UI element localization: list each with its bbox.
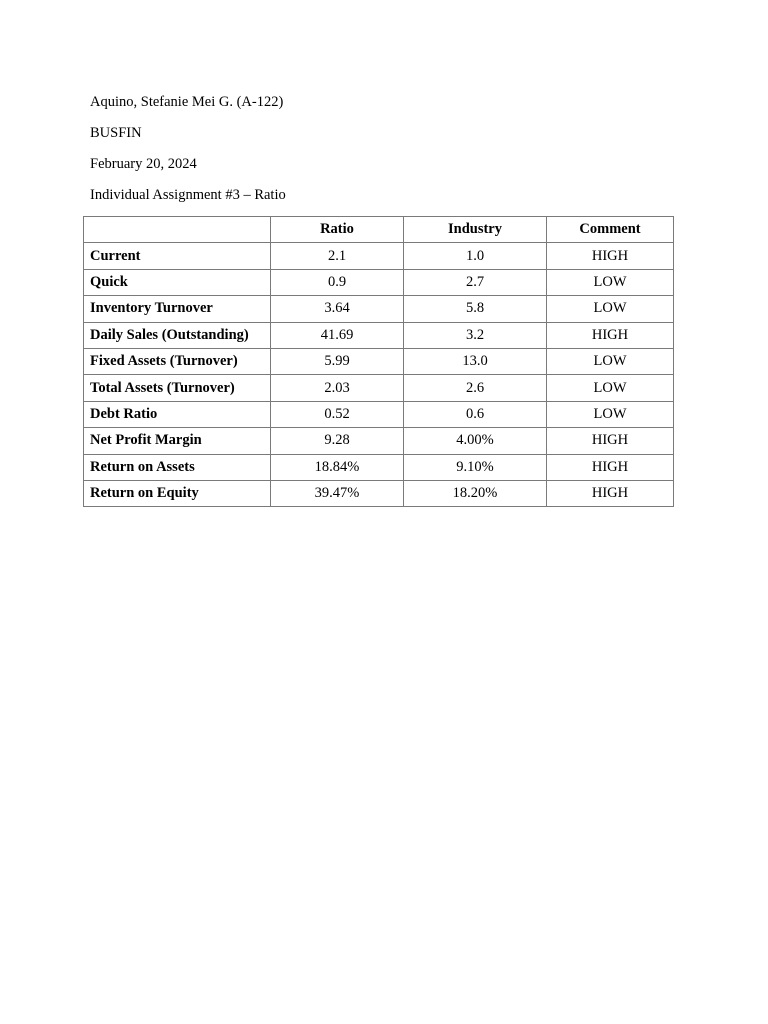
comment-value: LOW	[547, 269, 674, 295]
industry-value: 4.00%	[404, 428, 547, 454]
ratio-value: 2.1	[271, 243, 404, 269]
row-label: Return on Equity	[84, 480, 271, 506]
row-label: Return on Assets	[84, 454, 271, 480]
ratio-table	[83, 216, 674, 507]
row-label: Quick	[84, 269, 271, 295]
industry-value: 9.10%	[404, 454, 547, 480]
column-header-industry: Industry	[404, 217, 547, 243]
table-row	[84, 401, 674, 427]
ratio-value: 2.03	[271, 375, 404, 401]
column-header-comment: Comment	[547, 217, 674, 243]
table-row	[84, 480, 674, 506]
table-row	[84, 243, 674, 269]
industry-value: 5.8	[404, 296, 547, 322]
column-header-ratio: Ratio	[271, 217, 404, 243]
industry-value: 0.6	[404, 401, 547, 427]
comment-value: LOW	[547, 401, 674, 427]
student-name: Aquino, Stefanie Mei G. (A-122)	[90, 94, 284, 110]
table-row	[84, 375, 674, 401]
table-row	[84, 428, 674, 454]
industry-value: 2.6	[404, 375, 547, 401]
comment-value: HIGH	[547, 322, 674, 348]
industry-value: 13.0	[404, 348, 547, 374]
industry-value: 1.0	[404, 243, 547, 269]
ratio-value: 39.47%	[271, 480, 404, 506]
row-label: Inventory Turnover	[84, 296, 271, 322]
ratio-value: 41.69	[271, 322, 404, 348]
column-header-blank	[84, 217, 271, 243]
ratio-value: 0.9	[271, 269, 404, 295]
ratio-value: 3.64	[271, 296, 404, 322]
ratio-value: 0.52	[271, 401, 404, 427]
table-body	[84, 243, 674, 507]
table-header-row	[84, 217, 674, 243]
comment-value: LOW	[547, 296, 674, 322]
course-code: BUSFIN	[90, 125, 142, 141]
row-label: Fixed Assets (Turnover)	[84, 348, 271, 374]
table-row	[84, 296, 674, 322]
row-label: Daily Sales (Outstanding)	[84, 322, 271, 348]
table-row	[84, 322, 674, 348]
table-row	[84, 454, 674, 480]
comment-value: LOW	[547, 375, 674, 401]
industry-value: 3.2	[404, 322, 547, 348]
industry-value: 18.20%	[404, 480, 547, 506]
table-row	[84, 269, 674, 295]
comment-value: HIGH	[547, 480, 674, 506]
row-label: Total Assets (Turnover)	[84, 375, 271, 401]
row-label: Current	[84, 243, 271, 269]
industry-value: 2.7	[404, 269, 547, 295]
ratio-value: 5.99	[271, 348, 404, 374]
comment-value: HIGH	[547, 428, 674, 454]
table-row	[84, 348, 674, 374]
ratio-value: 18.84%	[271, 454, 404, 480]
comment-value: LOW	[547, 348, 674, 374]
row-label: Net Profit Margin	[84, 428, 271, 454]
row-label: Debt Ratio	[84, 401, 271, 427]
assignment-date: February 20, 2024	[90, 156, 197, 172]
assignment-title: Individual Assignment #3 – Ratio	[90, 187, 286, 203]
comment-value: HIGH	[547, 243, 674, 269]
ratio-value: 9.28	[271, 428, 404, 454]
comment-value: HIGH	[547, 454, 674, 480]
